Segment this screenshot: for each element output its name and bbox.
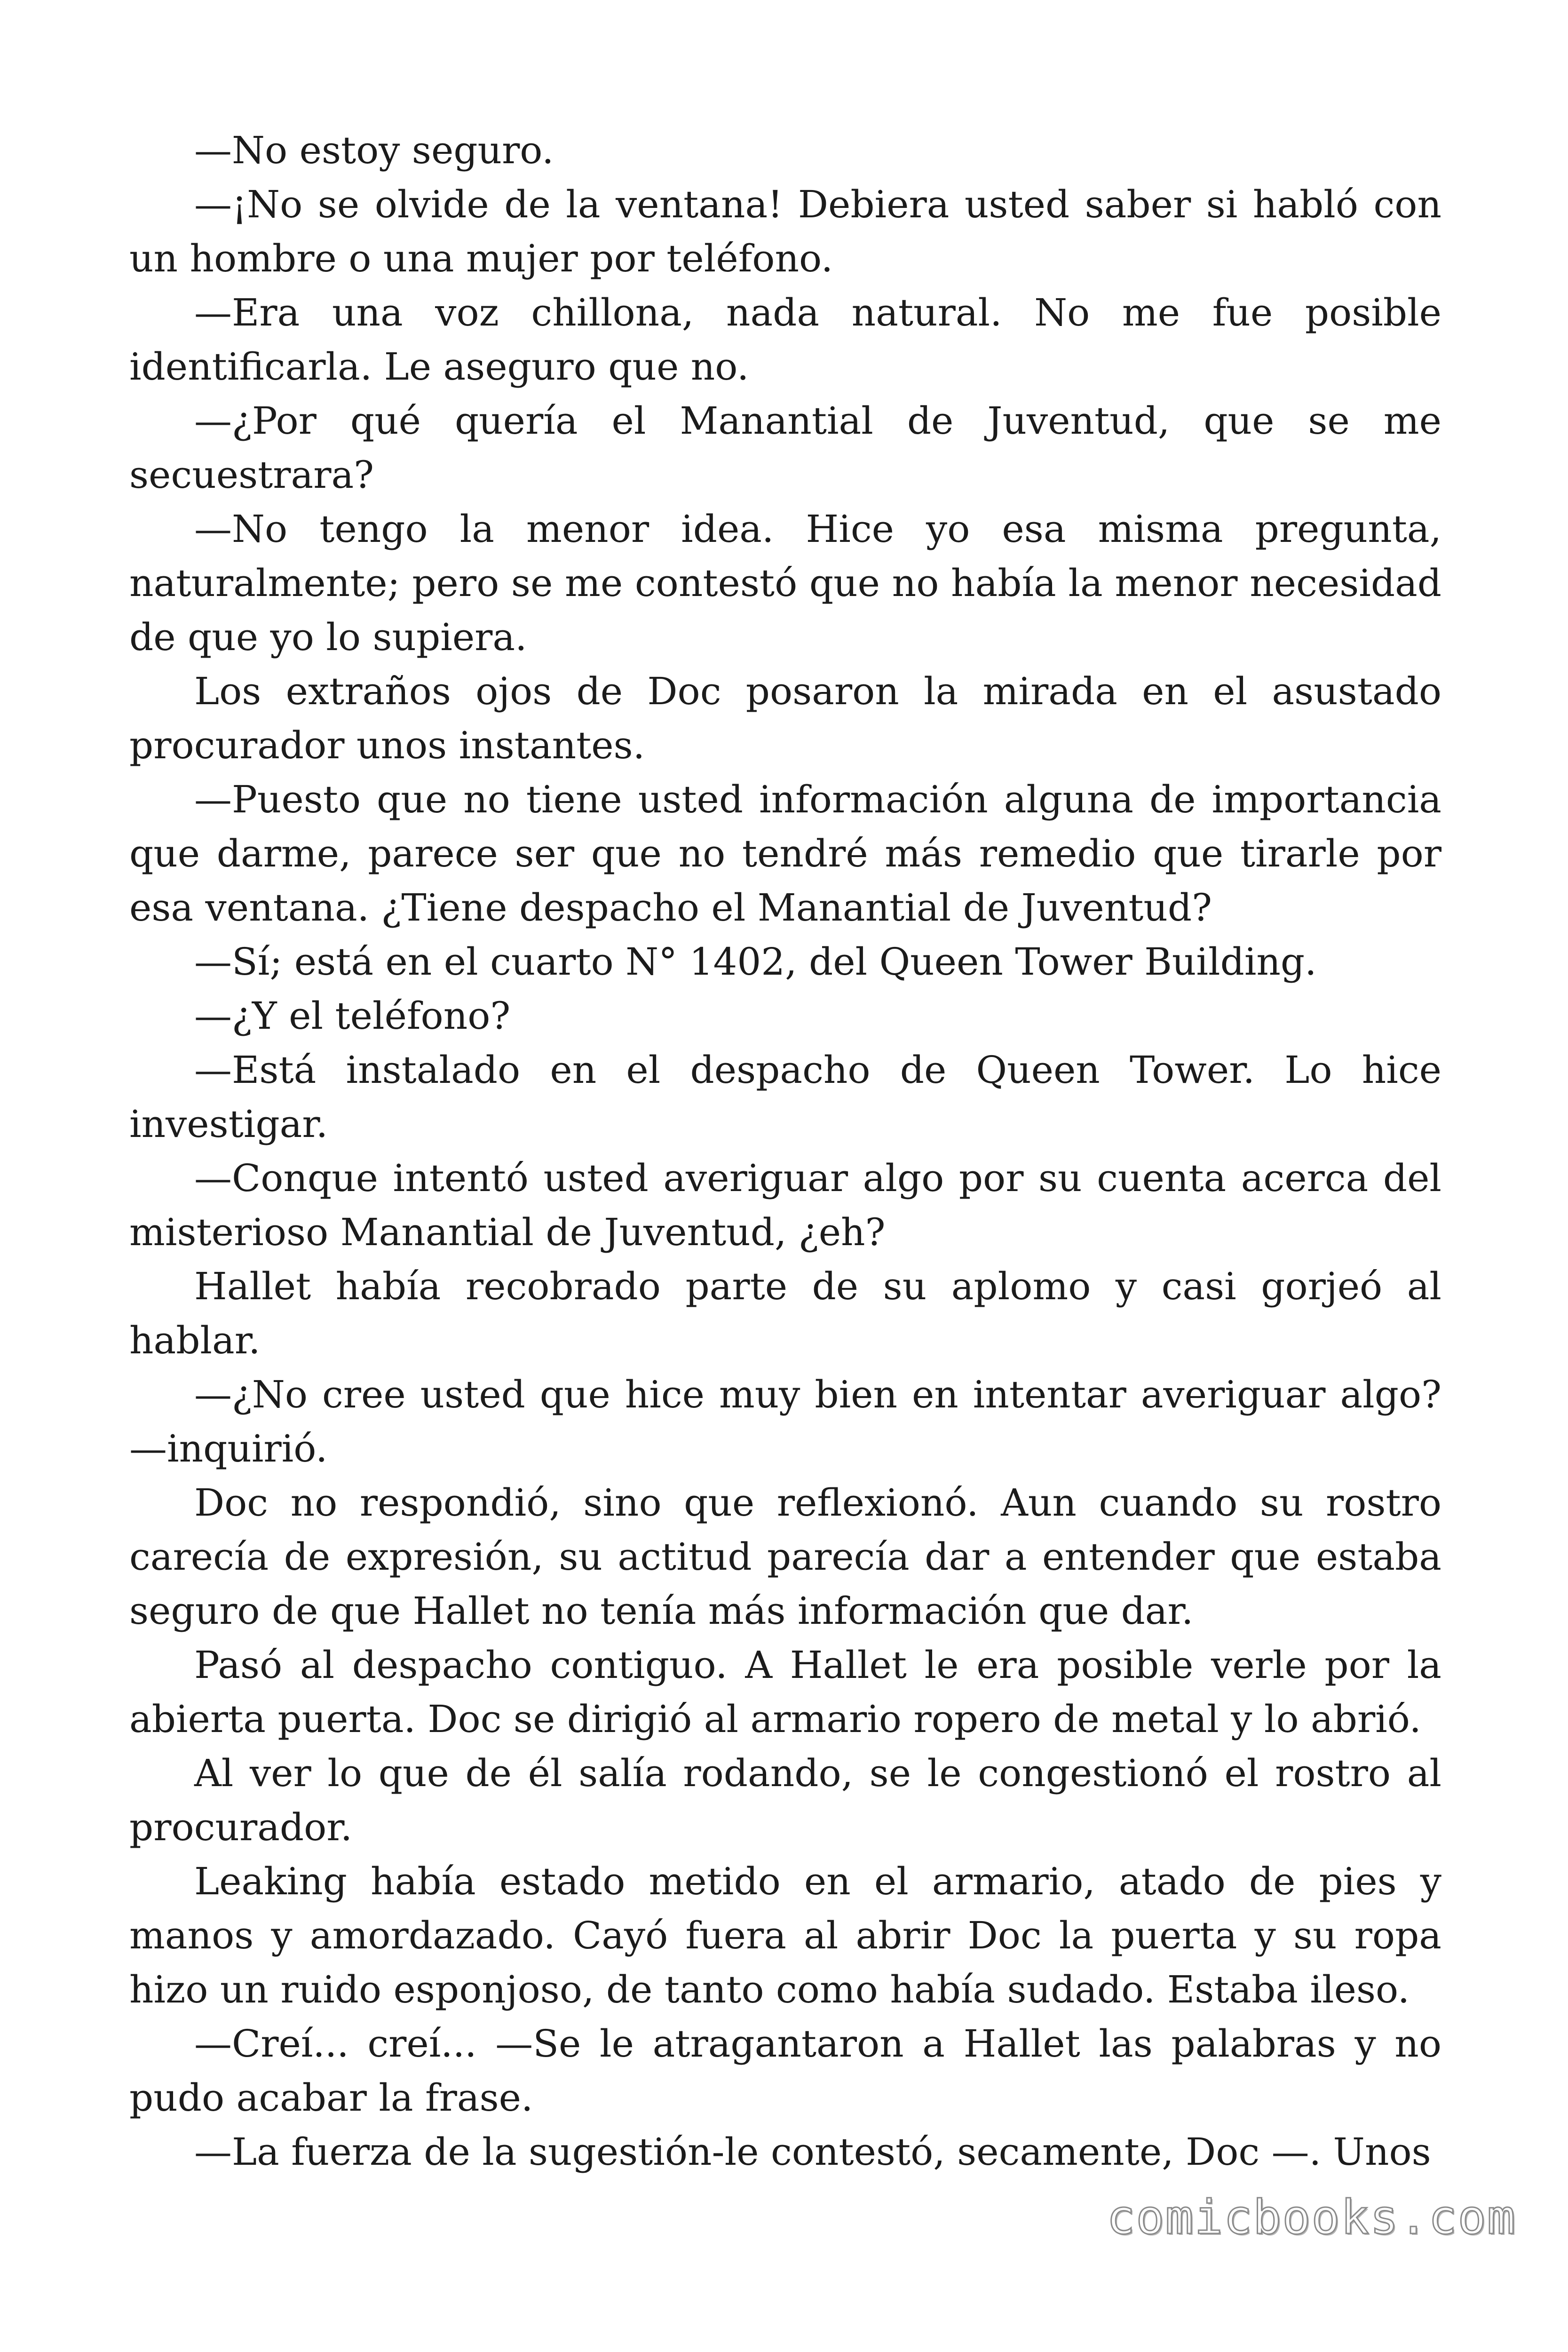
paragraph: Los extraños ojos de Doc posaron la mirada en el asustado procurador unos instantes.: [129, 669, 1441, 767]
paragraph: —¿Por qué quería el Manantial de Juventud, que se me secuestrara?: [129, 399, 1441, 497]
paragraph: Hallet había recobrado parte de su aplomo y casi gorjeó al hablar.: [129, 1264, 1441, 1362]
paragraph: —Está instalado en el despacho de Queen Tower. Lo hice investigar.: [129, 1048, 1441, 1146]
paragraph: —¿No cree usted que hice muy bien en intentar averiguar algo? —inquirió.: [129, 1373, 1441, 1470]
paragraph: Doc no respondió, sino que reflexionó. Aun cuando su rostro carecía de expresión, su actitud parecía dar a entender que estaba seguro de que Hallet no tenía más información que dar.: [129, 1481, 1441, 1633]
paragraph: —Creí... creí... —Se le atragantaron a Hallet las palabras y no pudo acabar la frase.: [129, 2022, 1441, 2120]
paragraph: —La fuerza de la sugestión-le contestó, secamente, Doc —. Unos: [194, 2130, 1431, 2174]
paragraph: —Sí; está en el cuarto N° 1402, del Queen Tower Building.: [194, 940, 1317, 984]
paragraph: Pasó al despacho contiguo. A Hallet le era posible verle por la abierta puerta. Doc se dirigió al armario ropero de metal y lo abrió.: [129, 1643, 1441, 1741]
paragraph: —No estoy seguro.: [194, 128, 554, 172]
paragraph: —No tengo la menor idea. Hice yo esa misma pregunta, naturalmente; pero se me contestó que no había la menor necesidad de que yo lo supiera.: [129, 507, 1441, 659]
paragraph: —¿Y el teléfono?: [194, 994, 511, 1038]
paragraph: Al ver lo que de él salía rodando, se le congestionó el rostro al procurador.: [129, 1751, 1441, 1849]
paragraph: —Era una voz chillona, nada natural. No me fue posible identificarla. Le aseguro que no.: [129, 291, 1441, 389]
watermark: comicbooks.com: [1107, 2190, 1516, 2245]
paragraph: Leaking había estado metido en el armario, atado de pies y manos y amordazado. Cayó fuera al abrir Doc la puerta y su ropa hizo un ruido esponjoso, de tanto como había sudado. Estaba ileso.: [129, 1859, 1441, 2011]
paragraph: —Puesto que no tiene usted información alguna de importancia que darme, parece ser que no tendré más remedio que tirarle por esa ventana. ¿Tiene despacho el Manantial de Juventud?: [129, 778, 1441, 930]
paragraph: —¡No se olvide de la ventana! Debiera usted saber si habló con un hombre o una mujer por teléfono.: [129, 183, 1441, 280]
paragraph: —Conque intentó usted averiguar algo por su cuenta acerca del misterioso Manantial de Juventud, ¿eh?: [129, 1156, 1441, 1254]
body-text: [129, 123, 1441, 2179]
